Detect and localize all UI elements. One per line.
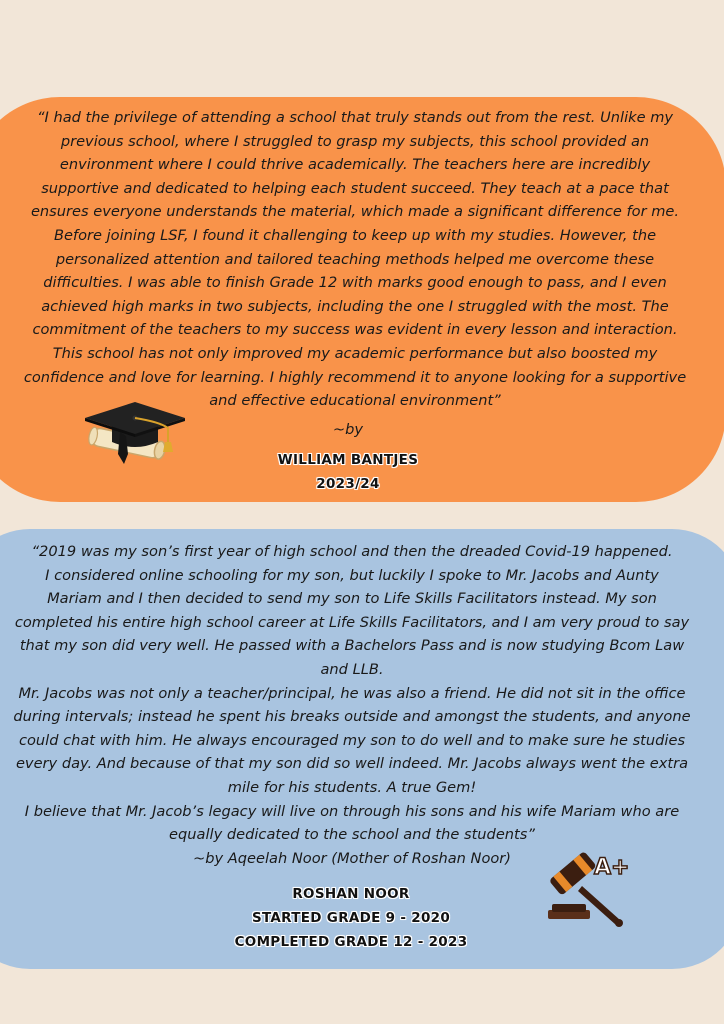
gavel-icon <box>544 848 634 932</box>
testimonial-quote: “I had the privilege of attending a school that truly stands out from the rest. Unlike my previous school, where I struggled to grasp my subjects, this school provided an environment where I could thrive academically. The teachers here are incredibly supportive and dedicated to helping each student succeed. They teach at a pace that ensures everyone understands the material, which made a significant difference for me. Before joining LSF, I found it challenging to keep up with my studies. However, the personalized attention and tailored teaching methods helped me overcome these difficulties. I was able to finish Grade 12 with marks good enough to pass, and I even achieved high marks in two subjects, including the one I struggled with the most. The commitment of the teachers to my success was evident in every lesson and interaction. This school has not only improved my academic performance but also boosted my confidence and love for learning. I highly recommend it to anyone looking for a supportive and effective educational environment” <box>23 109 687 410</box>
testimonial-quote: “2019 was my son’s first year of high school and then the dreaded Covid-19 happened. I considered online schooling for my son, but luckily I spoke to Mr. Jacobs and Aunty Mariam and I then decided to send my son to Life Skills Facilitators instead. My son completed his entire high school career at Life Skills Facilitators, and I am very proud to say that my son did very well. He passed with a Bachelors Pass and is now studying Bcom Law and LLB. Mr. Jacobs was not only a teacher/principal, he was also a friend. He did not sit in the office during intervals; instead he spent his breaks outside and amongst the students, and anyone could chat with him. He always encouraged my son to do well and to make sure he studies every day. And because of that my son did so well indeed. Mr. Jacobs always went the extra mile for his students. A true Gem! I believe that Mr. Jacob’s legacy will live on through his sons and his wife Mariam who are equally dedicated to the school and the students” ~by Aqeelah Noor (Mother of Roshan Noor) <box>13 543 691 867</box>
svg-text:A+: A+ <box>594 855 630 880</box>
student-started: STARTED GRADE 9 - 2020 <box>251 910 451 926</box>
testimonial-byline: ~by <box>332 421 364 438</box>
student-year: 2023/24 <box>316 476 380 492</box>
student-name: ROSHAN NOOR <box>292 886 410 902</box>
student-completed: COMPLETED GRADE 12 - 2023 <box>234 934 468 950</box>
student-name: WILLIAM BANTJES <box>277 452 419 468</box>
graduation-cap-icon <box>80 398 190 470</box>
a-plus-badge-icon <box>594 855 629 880</box>
